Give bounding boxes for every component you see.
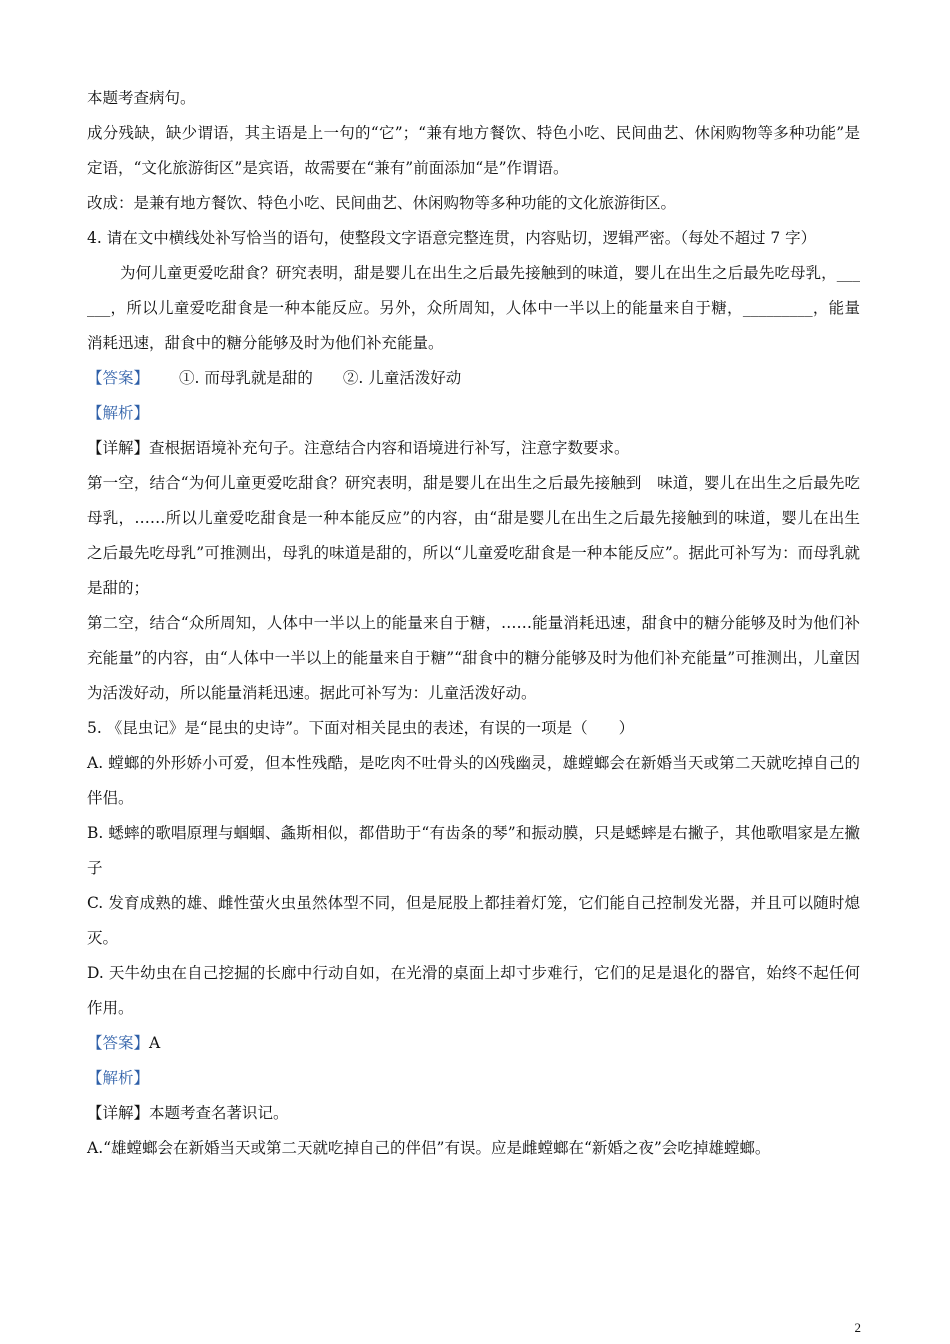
q4-detail-text: 查根据语境补充句子。注意结合内容和语境进行补写，注意字数要求。 [149,439,630,457]
q3-correction: 改成：是兼有地方餐饮、特色小吃、民间曲艺、休闲购物等多种功能的文化旅游街区。 [87,194,677,212]
q3-analysis: 成分残缺，缺少谓语，其主语是上一句的“它”；“兼有地方餐饮、特色小吃、民间曲艺、休闲购物等多种功能”是定语，“文化旅游街区”是宾语，故需要在“兼有”前面添加“是”作谓语。 [87,124,860,177]
detail-tag: 【详解】 [87,439,150,457]
analysis-tag: 【解析】 [87,1069,150,1087]
analysis-tag: 【解析】 [87,404,150,422]
q4-passage: 为何儿童更爱吃甜食？研究表明，甜是婴儿在出生之后最先接触到的味道，婴儿在出生之后最先吃母乳，______，所以儿童爱吃甜食是一种本能反应。另外，众所周知，人体中一半以上的能量来自于糖，_________，能量消耗迅速，甜食中的糖分能够及时为他们补充能量。 [87,264,860,352]
detail-tag: 【详解】 [87,1104,150,1122]
q4-answer-2: ②. 儿童活泼好动 [342,369,462,387]
q5-option-a-explanation: A.“雄螳螂会在新婚当天或第二天就吃掉自己的伴侣”有误。应是雌螳螂在“新婚之夜”会吃掉雄螳螂。 [87,1139,771,1157]
q4-analysis-heading [87,396,860,431]
q5-option-d: D. 天牛幼虫在自己挖掘的长廊中行动自如，在光滑的桌面上却寸步难行，它们的足是退化的器官，始终不起任何作用。 [87,964,860,1017]
q5-option-b: B. 蟋蟀的歌唱原理与蝈蝈、螽斯相似，都借助于“有齿条的琴”和振动膜，只是蟋蟀是右撇子，其他歌唱家是左撇子 [87,824,860,877]
q5-analysis-heading [87,1061,860,1096]
q5-detail-text: 本题考查名著识记。 [149,1104,289,1122]
q5-option-c: C. 发育成熟的雄、雌性萤火虫虽然体型不同，但是屁股上都挂着灯笼，它们能自己控制发光器，并且可以随时熄灭。 [87,894,860,947]
q4-answer-1: ①. 而母乳就是甜的 [179,369,313,387]
q4-detail [87,431,860,466]
q5-option-a: A. 螳螂的外形娇小可爱，但本性残酷，是吃肉不吐骨头的凶残幽灵，雄螳螂会在新婚当天或第二天就吃掉自己的伴侣。 [87,754,860,807]
q4-blank1-explanation: 第一空，结合“为何儿童更爱吃甜食？研究表明，甜是婴儿在出生之后最先接触到 味道，婴儿在出生之后最先吃母乳，……所以儿童爱吃甜食是一种本能反应”的内容，由“甜是婴儿在出生之后最先接触到的味道，婴儿在出生之后最先吃母乳”可推测出，母乳的味道是甜的，所以“儿童爱吃甜食是一种本能反应”。据此可补写为：而母乳就是甜的； [87,474,860,597]
q5-answer [87,1026,860,1061]
answer-tag: 【答案】 [87,1034,150,1052]
page-number: 2 [854,1320,861,1335]
q5-answer-value: A [149,1034,161,1052]
answer-tag: 【答案】 [87,369,150,387]
q5-question: 5. 《昆虫记》是“昆虫的史诗”。下面对相关昆虫的表述，有误的一项是（ ） [87,719,635,737]
q5-detail [87,1096,860,1131]
q4-question: 4. 请在文中横线处补写恰当的语句，使整段文字语意完整连贯，内容贴切，逻辑严密。（每处不超过 7 字） [87,229,817,247]
q4-answer [87,361,860,396]
q4-blank2-explanation: 第二空，结合“众所周知，人体中一半以上的能量来自于糖，……能量消耗迅速，甜食中的糖分能够及时为他们补充能量”的内容，由“人体中一半以上的能量来自于糖”“甜食中的糖分能够及时为他们补充能量”可推测出，儿童因为活泼好动，所以能量消耗迅速。据此可补写为：儿童活泼好动。 [87,614,860,702]
q3-topic: 本题考查病句。 [87,89,196,107]
